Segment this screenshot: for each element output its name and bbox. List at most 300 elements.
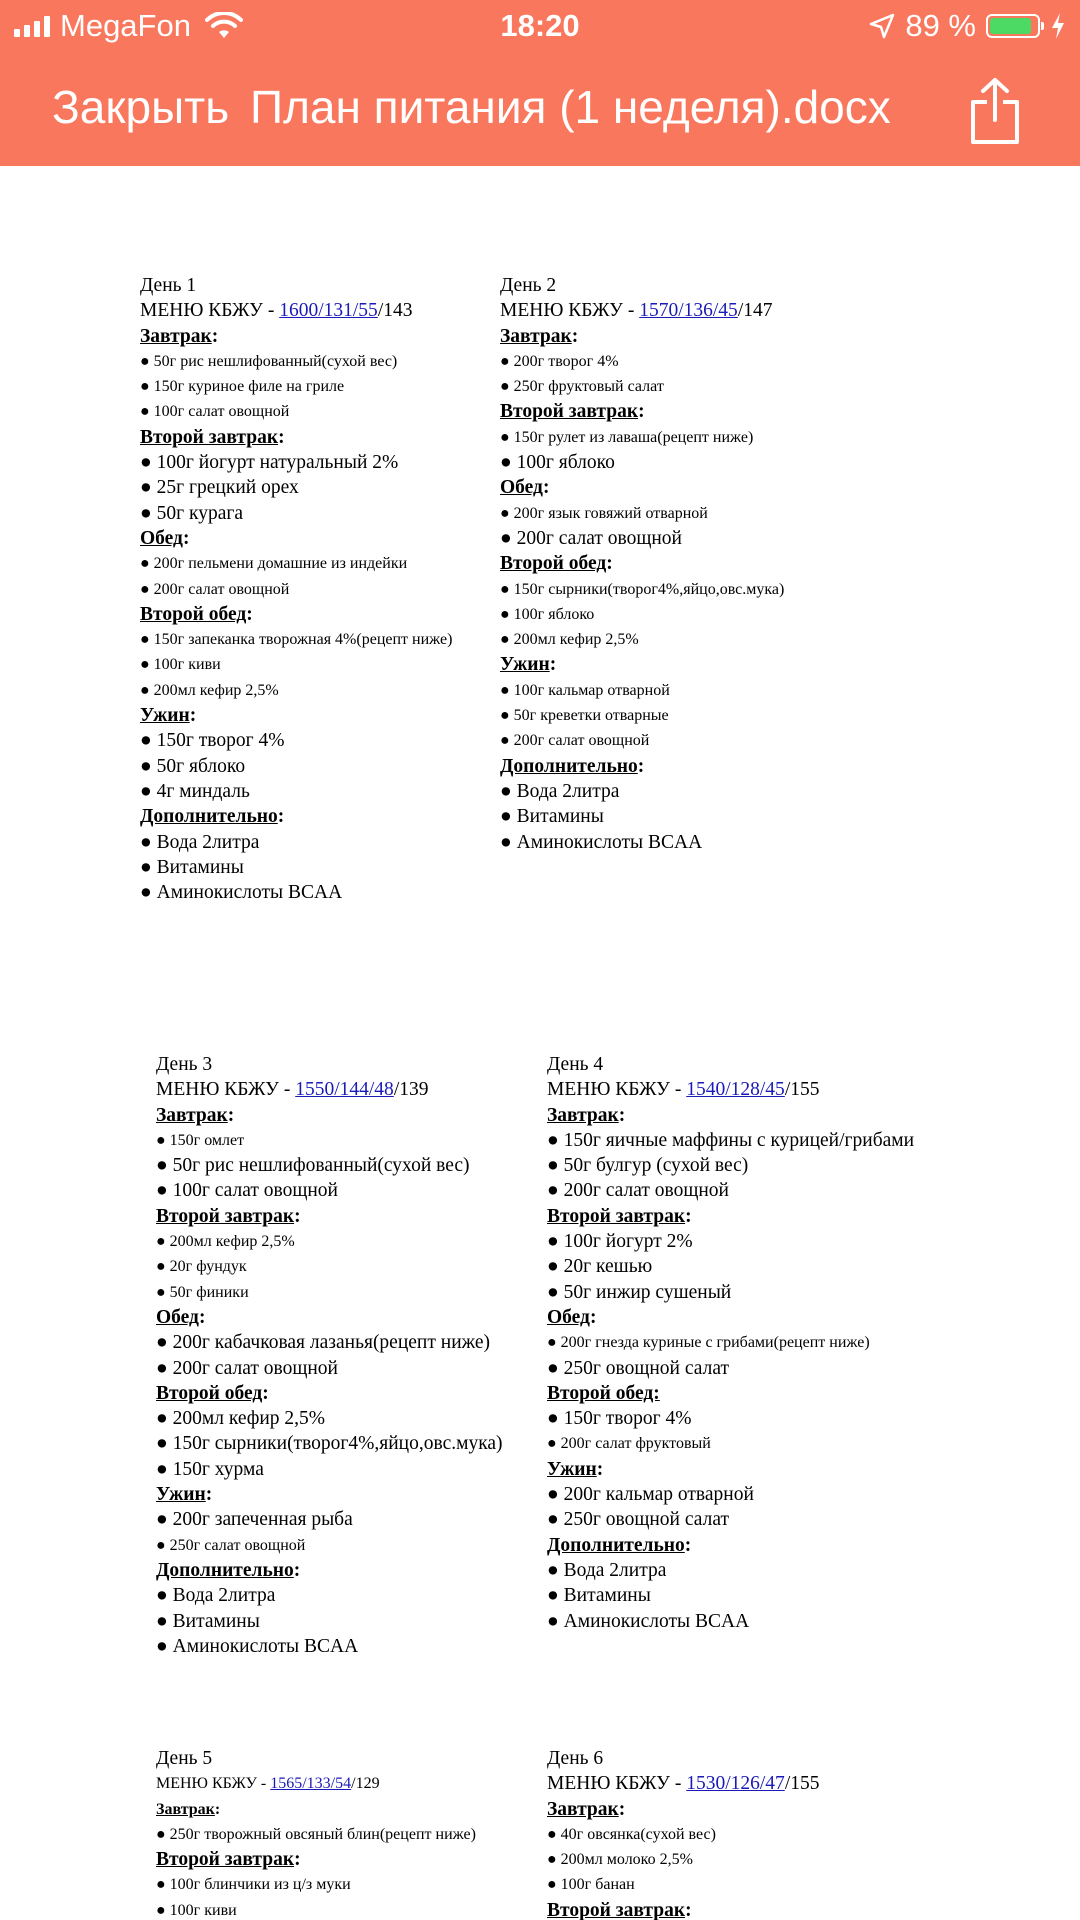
list-item <box>140 855 452 880</box>
bullet-icon: ● <box>547 1610 564 1632</box>
list-item <box>156 1330 503 1355</box>
list-item-text: 50г креветки отварные <box>513 707 669 725</box>
bullet-icon: ● <box>547 1851 561 1869</box>
day-section <box>547 1746 819 1920</box>
list-item-text: 100г кальмар отварной <box>513 681 670 699</box>
bullet-icon: ● <box>500 831 517 853</box>
menu-suffix: /143 <box>377 300 413 322</box>
list-item <box>156 1533 503 1558</box>
list-item <box>140 551 452 576</box>
list-item-text: 25г грецкий орех <box>156 477 299 499</box>
list-item <box>547 1178 914 1203</box>
meal-heading: Второй завтрак: <box>156 1205 301 1227</box>
meal-heading-text: Дополнительно <box>547 1534 685 1556</box>
meal-heading: Дополнительно: <box>547 1534 692 1556</box>
bullet-icon: ● <box>140 378 154 396</box>
meal-heading: Второй завтрак: <box>547 1899 692 1920</box>
list-item <box>140 349 452 374</box>
bullet-icon: ● <box>156 1610 173 1632</box>
list-item-text: 200мл кефир 2,5% <box>513 631 639 649</box>
bullet-icon: ● <box>156 1233 170 1251</box>
bullet-icon: ● <box>500 707 514 725</box>
meal-heading-text: Завтрак <box>500 325 572 347</box>
menu-suffix: /139 <box>393 1079 429 1101</box>
list-item <box>140 501 452 526</box>
kbzhu-link[interactable]: 1600/131/55 <box>279 300 378 322</box>
day-title: День 2 <box>500 275 557 296</box>
list-item-text: 100г банан <box>560 1876 635 1894</box>
list-item-text: Аминокислоты BCAA <box>516 831 703 853</box>
list-item <box>140 678 452 703</box>
bullet-icon: ● <box>547 1559 564 1581</box>
document-title: План питания (1 неделя).docx <box>250 81 891 133</box>
list-item <box>547 1482 914 1507</box>
list-item-text: 150г яичные маффины с курицей/грибами <box>563 1129 915 1151</box>
list-item-text: 150г хурма <box>172 1458 264 1480</box>
bullet-icon: ● <box>140 452 157 474</box>
list-item <box>547 1330 914 1355</box>
list-item <box>156 1822 476 1847</box>
charging-bolt-icon <box>1050 12 1066 40</box>
day-title: День 6 <box>547 1748 604 1769</box>
meal-heading: Дополнительно: <box>500 755 645 777</box>
menu-kbzhu-line <box>500 298 784 323</box>
bullet-icon: ● <box>140 555 154 573</box>
menu-prefix: МЕНЮ КБЖУ - <box>140 300 280 322</box>
list-item-text: 150г творог 4% <box>563 1408 692 1430</box>
day-section <box>500 273 784 855</box>
menu-suffix: /155 <box>784 1079 820 1101</box>
list-item-text: 250г фруктовый салат <box>513 378 664 396</box>
list-item-text: 150г куриное филе на гриле <box>153 378 345 396</box>
kbzhu-link[interactable]: 1565/133/54 <box>270 1775 352 1793</box>
list-item-text: 100г яблоко <box>513 605 595 623</box>
list-item-text: Витамины <box>563 1585 651 1607</box>
bullet-icon: ● <box>156 1825 170 1843</box>
menu-kbzhu-line <box>140 298 452 323</box>
list-item-text: 100г салат овощной <box>153 403 290 421</box>
list-item <box>156 1356 503 1381</box>
list-item-text: 250г творожный овсяный блин(рецепт ниже) <box>169 1825 476 1843</box>
bullet-icon: ● <box>500 631 514 649</box>
menu-prefix: МЕНЮ КБЖУ - <box>156 1079 296 1101</box>
location-arrow-icon <box>869 13 895 39</box>
list-item <box>500 602 784 627</box>
list-item-text: Аминокислоты BCAA <box>172 1635 359 1657</box>
bullet-icon: ● <box>140 403 154 421</box>
meal-heading: Ужин: <box>547 1458 604 1480</box>
list-item <box>156 1254 503 1279</box>
bullet-icon: ● <box>140 882 157 904</box>
bullet-icon: ● <box>547 1155 564 1177</box>
list-item-text: 100г киви <box>153 656 221 674</box>
bullet-icon: ● <box>156 1180 173 1202</box>
list-item <box>156 1872 476 1897</box>
bullet-icon: ● <box>547 1357 564 1379</box>
bullet-icon: ● <box>547 1484 564 1506</box>
bullet-icon: ● <box>156 1509 173 1531</box>
meal-heading: Обед: <box>547 1306 597 1328</box>
meal-heading-text: Обед <box>547 1306 590 1328</box>
bullet-icon: ● <box>547 1876 561 1894</box>
menu-suffix: /155 <box>784 1773 820 1795</box>
day-title: День 1 <box>140 275 197 296</box>
list-item <box>547 1128 914 1153</box>
bullet-icon: ● <box>140 681 154 699</box>
meal-heading-text: Второй завтрак <box>140 426 279 448</box>
list-item-text: 200мл кефир 2,5% <box>172 1408 326 1430</box>
list-item <box>140 399 452 424</box>
list-item <box>156 1178 503 1203</box>
bullet-icon: ● <box>500 732 514 750</box>
meal-heading-text: Второй завтрак <box>156 1205 295 1227</box>
bullet-icon: ● <box>500 352 514 370</box>
bullet-icon: ● <box>140 477 157 499</box>
menu-suffix: /147 <box>737 300 773 322</box>
list-item <box>156 1280 503 1305</box>
bullet-icon: ● <box>156 1131 170 1149</box>
list-item-text: 250г овощной салат <box>563 1357 729 1379</box>
list-item-text: 250г салат овощной <box>169 1536 306 1554</box>
meal-heading-text: Второй завтрак <box>547 1205 686 1227</box>
list-item <box>500 728 784 753</box>
bullet-icon: ● <box>140 856 157 878</box>
list-item <box>547 1847 819 1872</box>
list-item-text: 200г салат овощной <box>153 580 290 598</box>
list-item <box>500 703 784 728</box>
bullet-icon: ● <box>140 831 157 853</box>
list-item-text: Аминокислоты BCAA <box>563 1610 750 1632</box>
bullet-icon: ● <box>547 1231 564 1253</box>
list-item-text: 200г салат овощной <box>563 1180 729 1202</box>
bullet-icon: ● <box>547 1509 564 1531</box>
bullet-icon: ● <box>547 1825 561 1843</box>
menu-prefix: МЕНЮ КБЖУ - <box>500 300 640 322</box>
bullet-icon: ● <box>500 504 514 522</box>
list-item-text: 150г рулет из лаваша(рецепт ниже) <box>513 428 754 446</box>
menu-prefix: МЕНЮ КБЖУ - <box>547 1079 687 1101</box>
list-item-text: 50г яблоко <box>156 755 246 777</box>
list-item-text: 200мл кефир 2,5% <box>153 681 279 699</box>
list-item-text: 250г овощной салат <box>563 1509 729 1531</box>
list-item <box>500 425 784 450</box>
bullet-icon: ● <box>500 806 517 828</box>
bullet-icon: ● <box>156 1433 173 1455</box>
bullet-icon: ● <box>500 681 514 699</box>
close-button[interactable]: Закрыть <box>52 81 230 133</box>
meal-heading <box>547 1381 914 1406</box>
list-item <box>156 1153 503 1178</box>
list-item-text: 50г финики <box>169 1283 249 1301</box>
list-item-text: 100г йогурт 2% <box>563 1231 693 1253</box>
list-item-text: 200г салат овощной <box>516 527 682 549</box>
list-item <box>156 1431 503 1456</box>
list-item-text: 4г миндаль <box>156 780 250 802</box>
battery-icon <box>986 14 1040 38</box>
list-item-text: 40г овсянка(сухой вес) <box>560 1825 716 1843</box>
bullet-icon: ● <box>156 1635 173 1657</box>
list-item-text: 200г пельмени домашние из индейки <box>153 555 408 573</box>
meal-heading-text: Завтрак <box>156 1800 215 1818</box>
bullet-icon: ● <box>547 1281 564 1303</box>
meal-heading: Завтрак: <box>500 325 579 347</box>
bullet-icon: ● <box>547 1408 564 1430</box>
list-item <box>140 450 452 475</box>
list-item <box>547 1583 914 1608</box>
list-item-text: 200г салат овощной <box>172 1357 338 1379</box>
list-item-text: 150г сырники(творог4%,яйцо,овс.мука) <box>513 580 785 598</box>
bullet-icon: ● <box>140 631 154 649</box>
meal-heading: Обед: <box>500 477 550 499</box>
bullet-icon: ● <box>500 580 514 598</box>
meal-heading: Завтрак: <box>547 1798 626 1820</box>
meal-heading-text: Ужин <box>140 705 190 727</box>
list-item-text: 20г кешью <box>563 1256 653 1278</box>
list-item-text: 50г рис нешлифованный(сухой вес) <box>172 1155 470 1177</box>
meal-heading-text: Дополнительно <box>156 1559 294 1581</box>
meal-heading: Второй обед: <box>140 603 253 625</box>
battery-percent: 89 % <box>905 8 976 43</box>
list-item <box>140 830 452 855</box>
day-title: День 4 <box>547 1054 604 1075</box>
list-item <box>500 450 784 475</box>
bullet-icon: ● <box>140 580 154 598</box>
list-item-text: 50г инжир сушеный <box>563 1281 732 1303</box>
meal-heading-text: Ужин <box>500 654 550 676</box>
list-item-text: 100г салат овощной <box>172 1180 338 1202</box>
bullet-icon: ● <box>156 1155 173 1177</box>
list-item <box>140 779 452 804</box>
meal-heading-text: Дополнительно <box>140 806 278 828</box>
list-item-text: 50г рис нешлифованный(сухой вес) <box>153 352 398 370</box>
list-item <box>140 652 452 677</box>
list-item <box>547 1229 914 1254</box>
list-item-text: 200г салат фруктовый <box>560 1435 711 1453</box>
meal-heading: Обед: <box>140 527 190 549</box>
list-item <box>547 1609 914 1634</box>
kbzhu-link[interactable]: 1530/126/47 <box>686 1773 785 1795</box>
bullet-icon: ● <box>547 1256 564 1278</box>
list-item <box>500 678 784 703</box>
meal-heading-text: Второй завтрак <box>156 1849 295 1871</box>
kbzhu-link[interactable]: 1570/136/45 <box>639 300 738 322</box>
meal-heading: Второй завтрак: <box>500 401 645 423</box>
meal-heading: Второй завтрак: <box>547 1205 692 1227</box>
day-section <box>140 273 452 905</box>
meal-heading: Завтрак: <box>156 1800 221 1818</box>
bullet-icon: ● <box>500 452 517 474</box>
list-item <box>547 1431 914 1456</box>
meal-heading-text: Завтрак <box>547 1798 619 1820</box>
kbzhu-link[interactable]: 1540/128/45 <box>686 1079 785 1101</box>
list-item <box>547 1280 914 1305</box>
meal-heading-text: Обед <box>500 477 543 499</box>
list-item-text: 50г курага <box>156 502 244 524</box>
meal-heading: Завтрак: <box>156 1104 235 1126</box>
bullet-icon: ● <box>140 730 157 752</box>
bullet-icon: ● <box>156 1458 173 1480</box>
list-item-text: 200г гнезда куриные с грибами(рецепт ниже) <box>560 1334 870 1352</box>
list-item-text: 200г кальмар отварной <box>563 1484 754 1506</box>
meal-heading-text: Завтрак <box>547 1104 619 1126</box>
meal-heading-text: Второй завтрак <box>547 1899 686 1920</box>
list-item <box>140 880 452 905</box>
list-item <box>156 1609 503 1634</box>
list-item <box>500 526 784 551</box>
meal-heading: Завтрак: <box>140 325 219 347</box>
top-bar <box>0 0 1080 166</box>
bullet-icon: ● <box>156 1258 170 1276</box>
list-item-text: 100г блинчики из ц/з муки <box>169 1876 351 1894</box>
list-item <box>547 1507 914 1532</box>
meal-heading-text: Ужин <box>547 1458 597 1480</box>
bullet-icon: ● <box>156 1876 170 1894</box>
list-item <box>500 577 784 602</box>
list-item <box>140 728 452 753</box>
list-item-text: Вода 2литра <box>156 831 260 853</box>
menu-suffix: /129 <box>351 1775 380 1793</box>
list-item <box>500 501 784 526</box>
list-item <box>156 1229 503 1254</box>
meal-heading-text: Завтрак <box>140 325 212 347</box>
meal-heading-text: Второй обед <box>156 1382 263 1404</box>
list-item <box>156 1457 503 1482</box>
bullet-icon: ● <box>156 1536 170 1554</box>
bullet-icon: ● <box>156 1357 173 1379</box>
menu-prefix: МЕНЮ КБЖУ - <box>156 1775 271 1793</box>
list-item <box>547 1406 914 1431</box>
list-item <box>140 577 452 602</box>
meal-heading-text: Завтрак <box>156 1104 228 1126</box>
meal-heading-text: Второй обед: <box>547 1382 660 1404</box>
list-item <box>156 1507 503 1532</box>
meal-heading: Ужин: <box>500 654 557 676</box>
meal-heading-text: Дополнительно <box>500 755 638 777</box>
list-item <box>500 627 784 652</box>
list-item <box>547 1822 819 1847</box>
list-item-text: Витамины <box>516 806 604 828</box>
bullet-icon: ● <box>156 1901 170 1919</box>
list-item-text: 20г фундук <box>169 1258 247 1276</box>
bullet-icon: ● <box>547 1129 564 1151</box>
meal-heading: Обед: <box>156 1306 206 1328</box>
bullet-icon: ● <box>140 755 157 777</box>
bullet-icon: ● <box>140 502 157 524</box>
meal-heading: Дополнительно: <box>140 806 285 828</box>
list-item-text: Вода 2литра <box>563 1559 667 1581</box>
list-item-text: 200г запеченная рыба <box>172 1509 353 1531</box>
bullet-icon: ● <box>156 1332 173 1354</box>
bullet-icon: ● <box>500 378 514 396</box>
bullet-icon: ● <box>140 780 157 802</box>
bullet-icon: ● <box>500 428 514 446</box>
list-item-text: 100г йогурт натуральный 2% <box>156 452 399 474</box>
bullet-icon: ● <box>547 1435 561 1453</box>
list-item <box>140 627 452 652</box>
list-item-text: 150г омлет <box>169 1131 245 1149</box>
meal-heading: Второй обед: <box>156 1382 269 1404</box>
bullet-icon: ● <box>547 1180 564 1202</box>
list-item <box>547 1254 914 1279</box>
list-item <box>547 1356 914 1381</box>
list-item-text: 200г кабачковая лазанья(рецепт ниже) <box>172 1332 490 1354</box>
list-item-text: 100г киви <box>169 1901 237 1919</box>
list-item <box>156 1583 503 1608</box>
menu-kbzhu-line <box>547 1771 819 1796</box>
document-view[interactable] <box>0 166 1080 1920</box>
meal-heading: Второй завтрак: <box>140 426 285 448</box>
meal-heading: Второй завтрак: <box>156 1849 301 1871</box>
day-section <box>547 1052 914 1634</box>
day-section <box>156 1746 476 1920</box>
list-item <box>547 1872 819 1897</box>
bullet-icon: ● <box>156 1585 173 1607</box>
meal-heading-text: Второй обед <box>500 553 607 575</box>
bullet-icon: ● <box>140 656 154 674</box>
list-item <box>547 1153 914 1178</box>
meal-heading: Второй обед: <box>500 553 613 575</box>
list-item-text: Аминокислоты BCAA <box>156 882 343 904</box>
list-item-text: 200г салат овощной <box>513 732 650 750</box>
bullet-icon: ● <box>156 1408 173 1430</box>
meal-heading: Ужин: <box>156 1484 213 1506</box>
list-item-text: 150г сырники(творог4%,яйцо,овс.мука) <box>172 1433 503 1455</box>
list-item-text: 200мл кефир 2,5% <box>169 1233 295 1251</box>
list-item <box>140 754 452 779</box>
meal-heading-text: Второй завтрак <box>500 401 639 423</box>
list-item <box>500 349 784 374</box>
bullet-icon: ● <box>156 1283 170 1301</box>
list-item-text: 50г булгур (сухой вес) <box>563 1155 749 1177</box>
list-item <box>547 1558 914 1583</box>
meal-heading-text: Обед <box>140 527 183 549</box>
meal-heading-text: Ужин <box>156 1484 206 1506</box>
list-item <box>500 830 784 855</box>
list-item-text: 150г запеканка творожная 4%(рецепт ниже) <box>153 631 453 649</box>
list-item <box>156 1634 503 1659</box>
list-item <box>156 1406 503 1431</box>
bullet-icon: ● <box>140 352 154 370</box>
bullet-icon: ● <box>500 605 514 623</box>
day-title: День 3 <box>156 1054 213 1075</box>
meal-heading: Ужин: <box>140 705 197 727</box>
bullet-icon: ● <box>547 1334 561 1352</box>
share-icon[interactable] <box>965 76 1025 146</box>
list-item-text: Витамины <box>172 1610 260 1632</box>
day-section <box>156 1052 503 1659</box>
clock: 18:20 <box>500 8 580 43</box>
list-item-text: 100г яблоко <box>516 452 615 474</box>
list-item-text: 200мл молоко 2,5% <box>560 1851 693 1869</box>
meal-heading-text: Второй обед <box>140 603 247 625</box>
list-item-text: Вода 2литра <box>172 1585 276 1607</box>
list-item <box>140 374 452 399</box>
bullet-icon: ● <box>500 780 517 802</box>
menu-prefix: МЕНЮ КБЖУ - <box>547 1773 687 1795</box>
list-item <box>140 475 452 500</box>
list-item <box>500 374 784 399</box>
menu-kbzhu-line <box>547 1077 914 1102</box>
bullet-icon: ● <box>500 527 517 549</box>
list-item <box>500 779 784 804</box>
kbzhu-link[interactable]: 1550/144/48 <box>295 1079 394 1101</box>
menu-kbzhu-line <box>156 1771 476 1796</box>
list-item-text: Вода 2литра <box>516 780 620 802</box>
list-item-text: 200г творог 4% <box>513 352 619 370</box>
list-item-text: Витамины <box>156 856 244 878</box>
meal-heading-text: Обед <box>156 1306 199 1328</box>
list-item <box>156 1898 476 1920</box>
